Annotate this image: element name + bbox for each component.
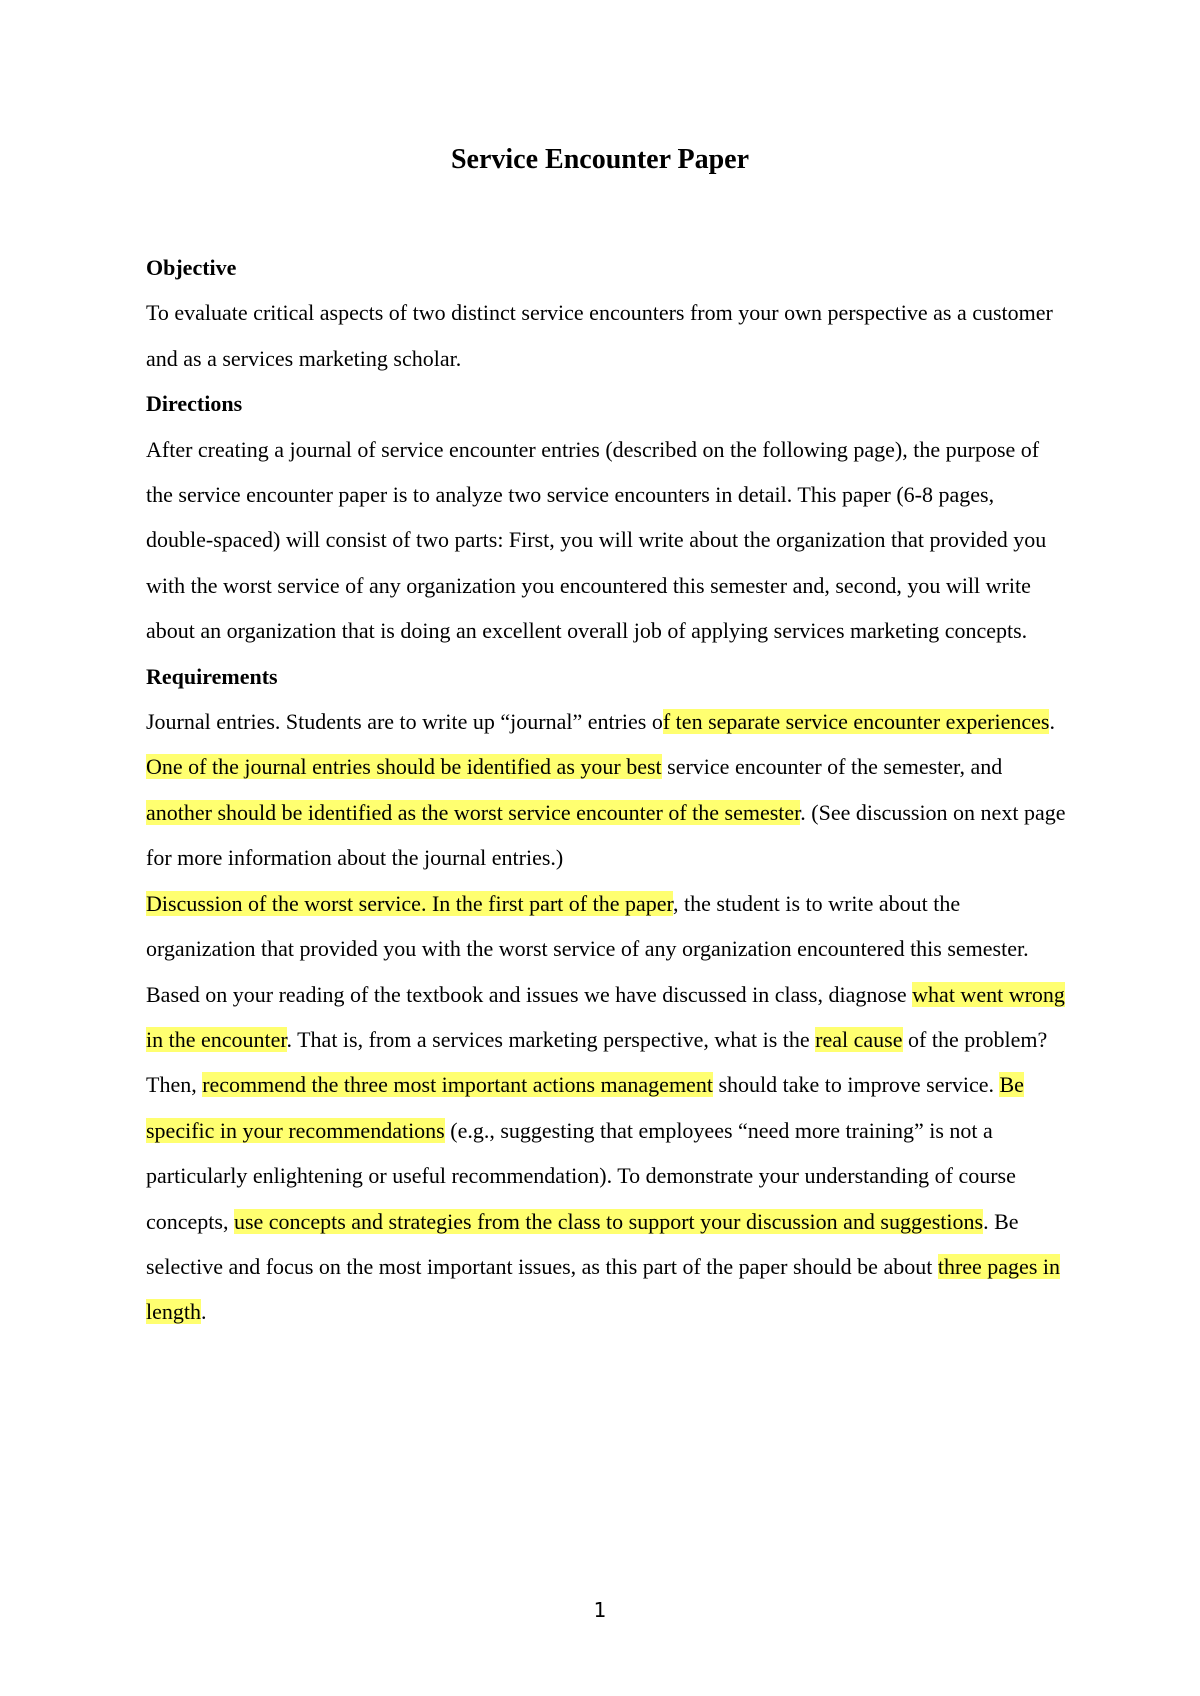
- document-body: [146, 245, 1066, 1335]
- text-run: . That is, from a services marketing perspective, what is the: [286, 1026, 816, 1052]
- text-run: .: [1049, 709, 1055, 735]
- text-run: , the student is to write about the organization that provided you with the worst service of any organization encountered this semester. Based on your reading of the textbook and issues we have discussed in class, diagnose: [146, 890, 1029, 1007]
- highlighted-text: another should be identified as the worst service encounter of the semester: [146, 799, 801, 825]
- paragraph: [146, 427, 1066, 654]
- highlighted-text: use concepts and strategies from the class to support your discussion and suggestions: [233, 1208, 984, 1234]
- paragraph: [146, 290, 1066, 381]
- text-run: service encounter of the semester, and: [661, 754, 1003, 780]
- document-title: Service Encounter Paper: [450, 144, 750, 175]
- text-run: Journal entries. Students are to write up “journal” entries o: [146, 709, 663, 735]
- text-run: should take to improve service.: [712, 1072, 1000, 1098]
- text-run: (e.g., suggesting that employees “need more training” is not a particularly enlightening or useful recommendation). To demonstrate your understanding of course concepts,: [146, 1117, 1016, 1234]
- text-run: . (See discussion on next page for more information about the journal entries.): [146, 799, 1066, 871]
- text-run: After creating a journal of service encounter entries (described on the following page), the purpose of the service encounter paper is to analyze two service encounters in detail. This paper (6-8 pages, double-spaced) will consist of two parts: First, you will write about the organization that provided you with the worst service of any organization you encountered this semester and, second, you will write about an organization that is doing an excellent overall job of applying services marketing concepts.: [146, 436, 1047, 644]
- paragraph: [146, 881, 1066, 1335]
- highlighted-text: One of the journal entries should be identified as your best: [146, 754, 662, 780]
- highlighted-text: Discussion of the worst service. In the first part of the paper: [146, 890, 673, 916]
- highlighted-text: f ten separate service encounter experiences: [662, 709, 1050, 735]
- text-run: of the problem? Then,: [146, 1026, 1048, 1098]
- section-heading-objective: Objective: [146, 255, 237, 280]
- highlighted-text: recommend the three most important actions management: [202, 1072, 713, 1098]
- highlighted-text: real cause: [815, 1026, 903, 1052]
- section-heading-requirements: Requirements: [146, 663, 278, 689]
- text-run: . Be selective and focus on the most important issues, as this part of the paper should be about: [146, 1208, 1019, 1279]
- highlighted-text: three pages in length: [146, 1253, 1060, 1325]
- section-heading-directions: Directions: [146, 391, 243, 417]
- text-run: .: [201, 1299, 207, 1325]
- paragraph: [146, 699, 1066, 881]
- text-run: To evaluate critical aspects of two distinct service encounters from your own perspective as a customer and as a services marketing scholar.: [146, 300, 1053, 371]
- page-number: 1: [593, 1598, 607, 1622]
- highlighted-text: what went wrong in the encounter: [146, 981, 1065, 1052]
- highlighted-text: Be specific in your recommendations: [146, 1072, 1024, 1143]
